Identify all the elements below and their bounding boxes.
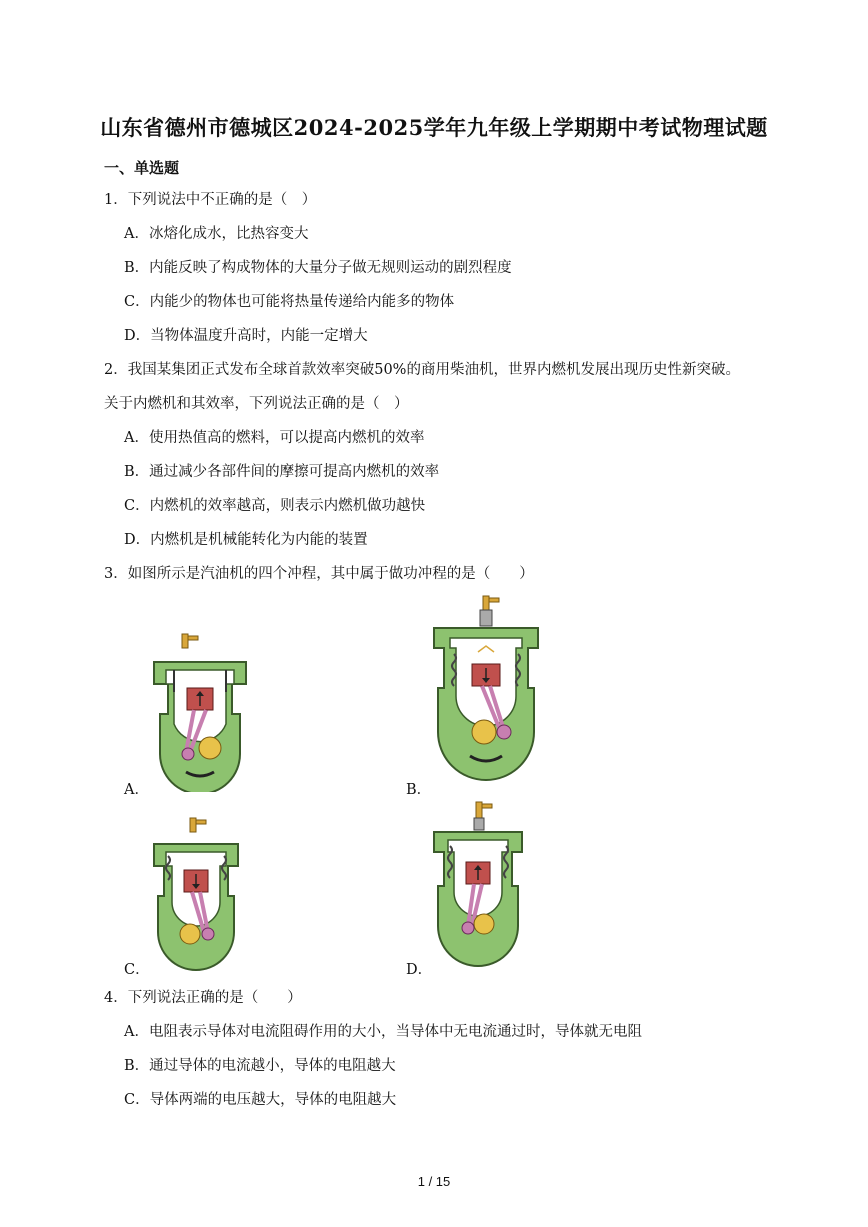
question-4-option-c: C．导体两端的电压越大，导体的电阻越大 (124, 1092, 397, 1108)
question-1-option-b: B．内能反映了构成物体的大量分子做无规则运动的剧烈程度 (124, 260, 512, 276)
question-1-option-a: A．冰熔化成水，比热容变大 (124, 226, 309, 242)
question-2-option-c: C．内燃机的效率越高，则表示内燃机做功越快 (124, 498, 426, 514)
engine-figure-d (432, 800, 524, 972)
figure-label-c: C． (124, 962, 150, 978)
page-title: 山东省德州市德城区2024-2025学年九年级上学期期中考试物理试题 (100, 115, 768, 140)
question-1-option-d: D．当物体温度升高时，内能一定增大 (124, 328, 368, 344)
figure-label-a: A． (124, 782, 149, 798)
question-2-option-d: D．内燃机是机械能转化为内能的装置 (124, 532, 368, 548)
engine-figure-a (150, 630, 250, 792)
figure-label-b: B． (406, 782, 432, 798)
question-1-stem: 1．下列说法中不正确的是（ ） (104, 192, 317, 208)
question-2-stem: 2．我国某集团正式发布全球首款效率突破50%的商用柴油机，世界内燃机发展出现历史性新突破。 (104, 362, 740, 378)
question-4-stem: 4．下列说法正确的是（ ） (104, 990, 302, 1006)
question-2-option-b: B．通过减少各部件间的摩擦可提高内燃机的效率 (124, 464, 440, 480)
question-3-stem: 3．如图所示是汽油机的四个冲程，其中属于做功冲程的是（ ） (104, 566, 534, 582)
page-number: 1 / 15 (417, 1174, 451, 1189)
question-4-option-a: A．电阻表示导体对电流阻碍作用的大小，当导体中无电流通过时，导体就无电阻 (124, 1024, 642, 1040)
question-1-option-c: C．内能少的物体也可能将热量传递给内能多的物体 (124, 294, 455, 310)
question-4-option-b: B．通过导体的电流越小，导体的电阻越大 (124, 1058, 396, 1074)
question-2-stem-cont: 关于内燃机和其效率，下列说法正确的是（ ） (104, 396, 409, 412)
question-2-option-a: A．使用热值高的燃料，可以提高内燃机的效率 (124, 430, 425, 446)
figure-label-d: D． (406, 962, 433, 978)
engine-figure-b (432, 594, 540, 792)
section-heading: 一、单选题 (104, 159, 180, 177)
engine-figure-c (150, 816, 242, 972)
